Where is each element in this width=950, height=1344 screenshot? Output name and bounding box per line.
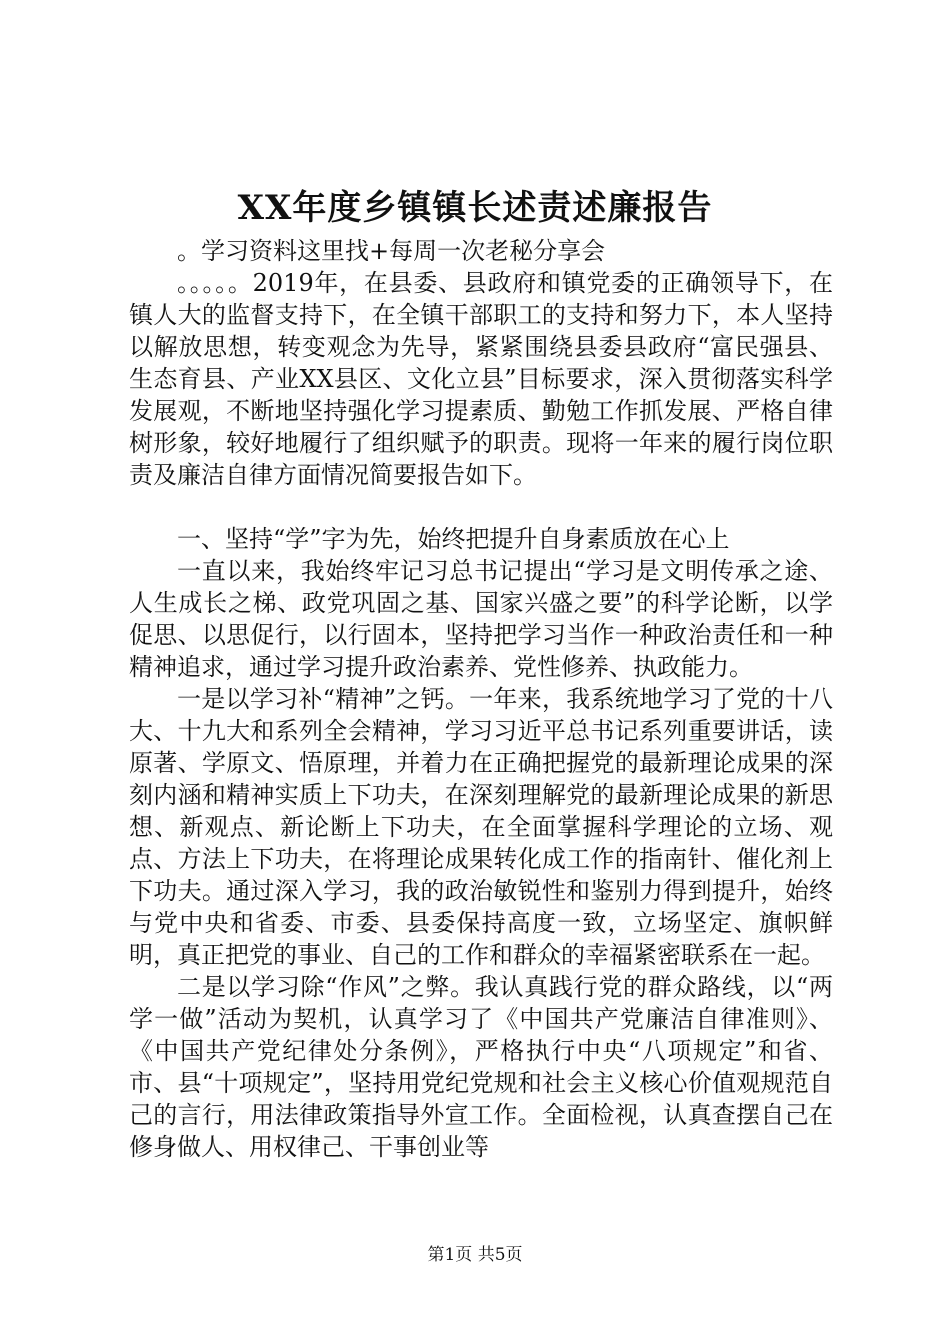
document-body: [129, 235, 833, 1163]
paragraph-opening: 。。。。。2019年，在县委、县政府和镇党委的正确领导下，在镇人大的监督支持下，在全镇干部职工的支持和努力下，本人坚持以解放思想，转变观念为先导，紧紧围绕县委县政府“富民强县、生态育县、产业XX县区、文化立县”目标要求，深入贯彻落实科学发展观，不断地坚持强化学习提素质、勤勉工作抓发展、严格自律树形象，较好地履行了组织赋予的职责。现将一年来的履行岗位职责及廉洁自律方面情况简要报告如下。: [129, 269, 833, 489]
paragraph-point-2: 二是以学习除“作风”之弊。我认真践行党的群众路线，以“两学一做”活动为契机，认真学习了《中国共产党廉洁自律准则》、《中国共产党纪律处分条例》，严格执行中央“八项规定”和省、市、县“十项规定”，坚持用党纪党规和社会主义核心价值观规范自己的言行，用法律政策指导外宣工作。全面检视，认真查摆自己在修身做人、用权律己、干事创业等: [129, 973, 833, 1161]
paragraph-section-1-intro: 一直以来，我始终牢记习总书记提出“学习是文明传承之途、人生成长之梯、政党巩固之基、国家兴盛之要”的科学论断，以学促思、以思促行，以行固本，坚持把学习当作一种政治责任和一种精神追求，通过学习提升政治素养、党性修养、执政能力。: [129, 557, 833, 681]
page-number-footer: 第1页 共5页: [427, 1245, 523, 1265]
section-heading-1: 一、坚持“学”字为先，始终把提升自身素质放在心上: [177, 525, 730, 553]
paragraph-intro-note: 。学习资料这里找+每周一次老秘分享会: [177, 237, 606, 265]
document-title: XX年度乡镇镇长述责述廉报告: [237, 188, 713, 228]
paragraph-point-1: 一是以学习补“精神”之钙。一年来，我系统地学习了党的十八大、十九大和系列全会精神，学习习近平总书记系列重要讲话，读原著、学原文、悟原理，并着力在正确把握党的最新理论成果的深刻内涵和精神实质上下功夫，在深刻理解党的最新理论成果的新思想、新观点、新论断上下功夫，在全面掌握科学理论的立场、观点、方法上下功夫，在将理论成果转化成工作的指南针、催化剂上下功夫。通过深入学习，我的政治敏锐性和鉴别力得到提升，始终与党中央和省委、市委、县委保持高度一致，立场坚定、旗帜鲜明，真正把党的事业、自己的工作和群众的幸福紧密联系在一起。: [129, 685, 833, 969]
